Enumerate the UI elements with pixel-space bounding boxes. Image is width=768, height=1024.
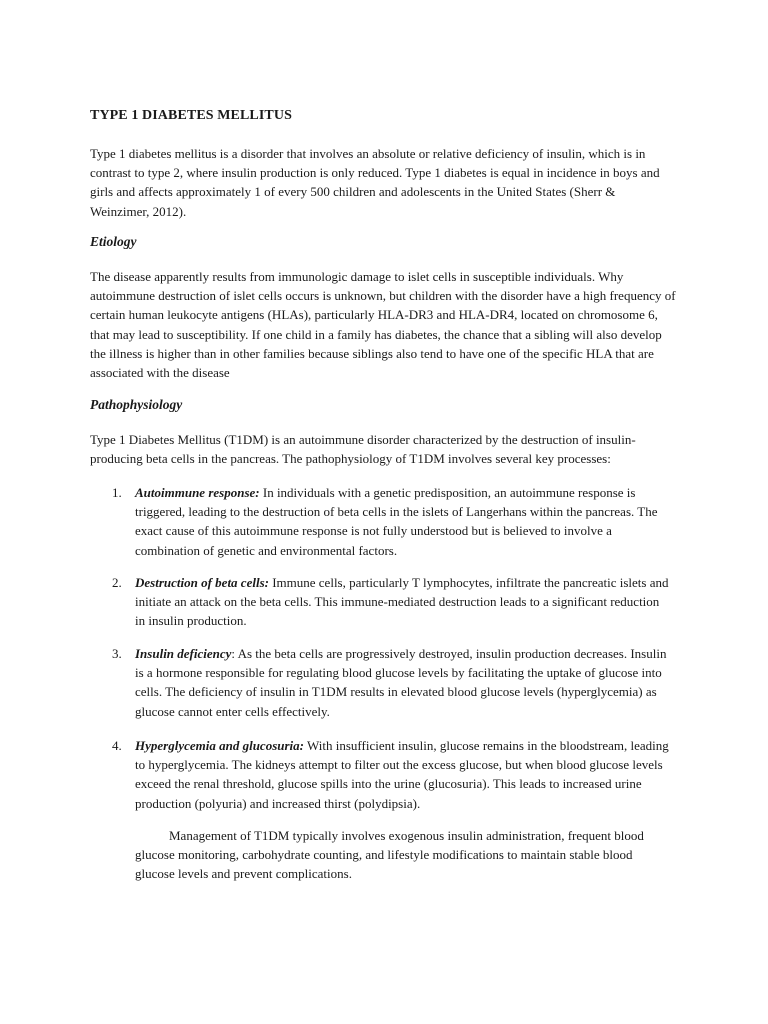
etiology-paragraph: The disease apparently results from immunologic damage to islet cells in susceptible individuals. Why autoimmune destruction of islet cells occurs is unknown, but children with the disorder have a high frequency of certain human leukocyte antigens (HLAs), particularly HLA-DR3 and HLA-DR4, located on chromosome 6, that may lead to susceptibility. If one child in a family has diabetes, the chance that a sibling will also develop the illness is higher than in other families because siblings also tend to have one of the specific HLA that are associated with the disease — [90, 269, 676, 381]
list-term: Hyperglycemia and glucosuria: — [135, 738, 304, 753]
list-term: Autoimmune response: — [135, 485, 260, 500]
list-text: In individuals with a genetic predisposition, an autoimmune response is triggered, leading to the destruction of beta cells in the islets of Langerhans within the pancreas. The exact cause of this autoimmune response is not fully understood but is believed to involve a combination of genetic and environmental factors. — [135, 485, 658, 558]
list-term: Destruction of beta cells: — [135, 575, 269, 590]
list-item — [112, 483, 672, 560]
intro-paragraph: Type 1 diabetes mellitus is a disorder that involves an absolute or relative deficiency of insulin, which is in contrast to type 2, where insulin production is only reduced. Type 1 diabetes is equal in incidence in boys and girls and affects approximately 1 of every 500 children and adolescents in the United States (Sherr & Weinzimer, 2012). — [90, 146, 660, 219]
list-number: 1. — [112, 485, 122, 500]
etiology-heading: Etiology — [90, 234, 137, 249]
management-paragraph: Management of T1DM typically involves exogenous insulin administration, frequent blood glucose monitoring, carbohydrate counting, and lifestyle modifications to maintain stable blood glucose levels and prevent complications. — [135, 828, 644, 882]
list-item — [112, 573, 672, 631]
list-number: 4. — [112, 738, 122, 753]
list-term: Insulin deficiency — [135, 646, 232, 661]
pathophysiology-intro: Type 1 Diabetes Mellitus (T1DM) is an autoimmune disorder characterized by the destruction of insulin-producing beta cells in the pancreas. The pathophysiology of T1DM involves several key processes: — [90, 432, 636, 467]
list-item — [112, 736, 672, 813]
list-number: 2. — [112, 575, 122, 590]
document-title: TYPE 1 DIABETES MELLITUS — [90, 108, 292, 123]
pathophysiology-heading: Pathophysiology — [90, 397, 183, 412]
list-text: : As the beta cells are progressively destroyed, insulin production decreases. Insulin is a hormone responsible for regulating blood glucose levels by facilitating the uptake of glucose into cells. The deficiency of insulin in T1DM results in elevated blood glucose levels (hyperglycemia) as glucose cannot enter cells effectively. — [135, 646, 667, 719]
list-item — [112, 644, 672, 721]
list-text: With insufficient insulin, glucose remains in the bloodstream, leading to hyperglycemia. The kidneys attempt to filter out the excess glucose, but when blood glucose levels exceed the renal threshold, glucose spills into the urine (glucosuria). This leads to increased urine production (polyuria) and increased thirst (polydipsia). — [135, 738, 669, 811]
list-text: Immune cells, particularly T lymphocytes, infiltrate the pancreatic islets and initiate an attack on the beta cells. This immune-mediated destruction leads to a significant reduction in insulin production. — [135, 575, 669, 629]
list-number: 3. — [112, 646, 122, 661]
